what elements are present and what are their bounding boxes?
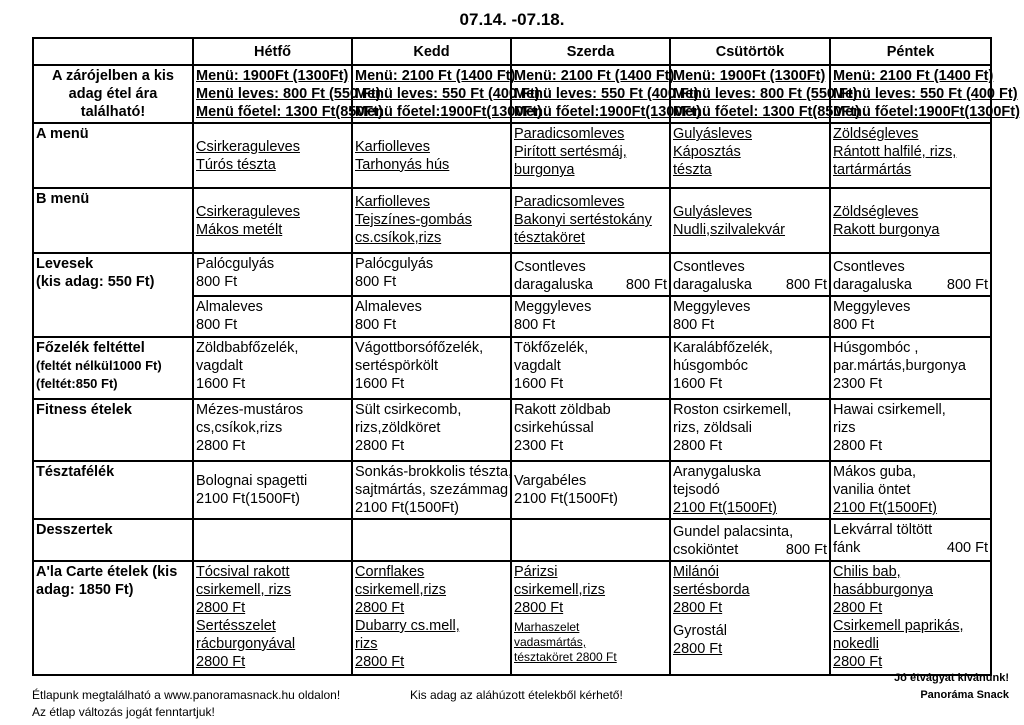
menu-cell: Aranygaluska tejsodó 2100 Ft(1500Ft) bbox=[670, 461, 830, 519]
menu-cell: Csontleves daragaluska 800 Ft bbox=[670, 253, 830, 296]
menu-cell: Cornflakes csirkemell,rizs 2800 Ft Dubarry cs.mell, rizs 2800 Ft bbox=[352, 561, 511, 675]
teszta-row bbox=[33, 461, 991, 519]
menu-cell: Palócgulyás 800 Ft bbox=[352, 253, 511, 296]
menu-cell: Mézes-mustáros cs,csíkok,rizs 2800 Ft bbox=[193, 399, 352, 461]
menu-cell: Chilis bab, hasábburgonya 2800 Ft Csirkemell paprikás, nokedli 2800 Ft bbox=[830, 561, 991, 675]
menu-cell-empty bbox=[511, 519, 670, 561]
menu-cell: Vargabéles 2100 Ft(1500Ft) bbox=[511, 461, 670, 519]
menu-cell: Csontleves daragaluska 800 Ft bbox=[511, 253, 670, 296]
menu-cell: Palócgulyás 800 Ft bbox=[193, 253, 352, 296]
a-menu-row bbox=[33, 123, 991, 188]
menu-cell: Meggyleves 800 Ft bbox=[670, 296, 830, 337]
row-label: Desszertek bbox=[33, 519, 193, 561]
menu-cell: Csontleves daragaluska 800 Ft bbox=[830, 253, 991, 296]
row-label: Tésztafélék bbox=[33, 461, 193, 519]
menu-table bbox=[32, 37, 1020, 676]
day-header: Szerda bbox=[511, 38, 670, 65]
menu-cell-empty bbox=[193, 519, 352, 561]
b-menu-row bbox=[33, 188, 991, 253]
menu-cell: Tökfőzelék, vagdalt 1600 Ft bbox=[511, 337, 670, 399]
menu-cell: Párizsi csirkemell,rizs 2800 Ft Marhaszelet vadasmártás, tésztaköret 2800 Ft bbox=[511, 561, 670, 675]
desszert-row bbox=[33, 519, 991, 561]
menu-cell: Paradicsomleves Bakonyi sertéstokány tésztaköret bbox=[511, 188, 670, 253]
menu-cell: Karalábfőzelék, húsgombóc 1600 Ft bbox=[670, 337, 830, 399]
row-label: Fitness ételek bbox=[33, 399, 193, 461]
menu-cell: Almaleves 800 Ft bbox=[352, 296, 511, 337]
menu-cell: Csirkeraguleves Túrós tészta bbox=[193, 123, 352, 188]
day-prices: Menü: 1900Ft (1300Ft) Menü leves: 800 Ft (550 Ft) Menü főetel: 1300 Ft(850Ft) bbox=[670, 65, 830, 123]
day-prices: Menü: 1900Ft (1300Ft) Menü leves: 800 Ft (550 Ft) Menü főetel: 1300 Ft(850Ft) bbox=[193, 65, 352, 123]
menu-cell: Sonkás-brokkolis tészta, sajtmártás, szezámmag 2100 Ft(1500Ft) bbox=[352, 461, 511, 519]
menu-cell: Csirkeraguleves Mákos metélt bbox=[193, 188, 352, 253]
footer-brand: Panoráma Snack bbox=[920, 689, 1009, 701]
menu-cell: Hawai csirkemell, rizs 2800 Ft bbox=[830, 399, 991, 461]
menu-cell: Milánói sertésborda 2800 Ft Gyrostál 2800 Ft bbox=[670, 561, 830, 675]
corner-cell bbox=[33, 38, 193, 65]
menu-cell: Gulyásleves Káposztás tészta bbox=[670, 123, 830, 188]
menu-cell: Vágottborsófőzelék, sertéspörkölt 1600 Ft bbox=[352, 337, 511, 399]
row-label: B menü bbox=[33, 188, 193, 253]
day-header: Kedd bbox=[352, 38, 511, 65]
menu-cell: Rakott zöldbab csirkehússal 2300 Ft bbox=[511, 399, 670, 461]
row-label: Levesek (kis adag: 550 Ft) bbox=[33, 253, 193, 337]
day-header-row bbox=[33, 38, 991, 65]
footer-website-note: Étlapunk megtalálható a www.panoramasnack.hu oldalon! bbox=[32, 688, 341, 702]
alacarte-row bbox=[33, 561, 991, 675]
menu-cell: Zöldségleves Rakott burgonya bbox=[830, 188, 991, 253]
menu-cell: Zöldségleves Rántott halfilé, rizs, tartármártás bbox=[830, 123, 991, 188]
menu-cell: Bolognai spagetti 2100 Ft(1500Ft) bbox=[193, 461, 352, 519]
menu-cell: Gulyásleves Nudli,szilvalekvár bbox=[670, 188, 830, 253]
day-prices: Menü: 2100 Ft (1400 Ft) Menü leves: 550 Ft (400 Ft) Menü főetel:1900Ft(1300Ft) bbox=[352, 65, 511, 123]
day-header: Hétfő bbox=[193, 38, 352, 65]
menu-cell: Sült csirkecomb, rizs,zöldköret 2800 Ft bbox=[352, 399, 511, 461]
menu-cell: Roston csirkemell, rizs, zöldsali 2800 Ft bbox=[670, 399, 830, 461]
menu-cell: Meggyleves 800 Ft bbox=[830, 296, 991, 337]
menu-cell: Almaleves 800 Ft bbox=[193, 296, 352, 337]
soup-row bbox=[33, 253, 991, 296]
day-header: Csütörtök bbox=[670, 38, 830, 65]
page-title: 07.14. -07.18. bbox=[459, 10, 565, 29]
fozelek-row bbox=[33, 337, 991, 399]
menu-cell: Zöldbabfőzelék, vagdalt 1600 Ft bbox=[193, 337, 352, 399]
menu-cell-empty bbox=[352, 519, 511, 561]
price-note: A zárójelben a kis adag étel ára található! bbox=[33, 65, 193, 123]
menu-cell: Paradicsomleves Pirított sertésmáj, burgonya bbox=[511, 123, 670, 188]
menu-cell: Karfiolleves Tarhonyás hús bbox=[352, 123, 511, 188]
footer-change-note: Az étlap változás jogát fenntartjuk! bbox=[32, 705, 215, 719]
footer-greeting: Jó étvágyat kívánunk! bbox=[894, 672, 1009, 684]
menu-cell: Tócsival rakott csirkemell, rizs 2800 Ft Sertésszelet rácburgonyával 2800 Ft bbox=[193, 561, 352, 675]
day-header: Péntek bbox=[830, 38, 991, 65]
footer-small-portion-note: Kis adag az aláhúzott ételekből kérhető! bbox=[410, 688, 623, 702]
menu-cell: Lekvárral töltött fánk 400 Ft bbox=[830, 519, 991, 561]
menu-cell: Húsgombóc , par.mártás,burgonya 2300 Ft bbox=[830, 337, 991, 399]
row-label: A menü bbox=[33, 123, 193, 188]
menu-cell: Gundel palacsinta, csokiöntet 800 Ft bbox=[670, 519, 830, 561]
menu-cell: Mákos guba, vanilia öntet 2100 Ft(1500Ft) bbox=[830, 461, 991, 519]
day-prices: Menü: 2100 Ft (1400 Ft) Menü leves: 550 Ft (400 Ft) Menü főetel:1900Ft(1300Ft) bbox=[830, 65, 991, 123]
day-prices: Menü: 2100 Ft (1400 Ft) Menü leves: 550 Ft (400 Ft) Menü főetel:1900Ft(1300Ft) bbox=[511, 65, 670, 123]
price-row bbox=[33, 65, 991, 123]
row-label: Főzelék feltéttel (feltét nélkül1000 Ft) (feltét:850 Ft) bbox=[33, 337, 193, 399]
menu-cell: Meggyleves 800 Ft bbox=[511, 296, 670, 337]
menu-cell: Karfiolleves Tejszínes-gombás cs.csíkok,rizs bbox=[352, 188, 511, 253]
fitness-row bbox=[33, 399, 991, 461]
row-label: A'la Carte ételek (kis adag: 1850 Ft) bbox=[33, 561, 193, 675]
